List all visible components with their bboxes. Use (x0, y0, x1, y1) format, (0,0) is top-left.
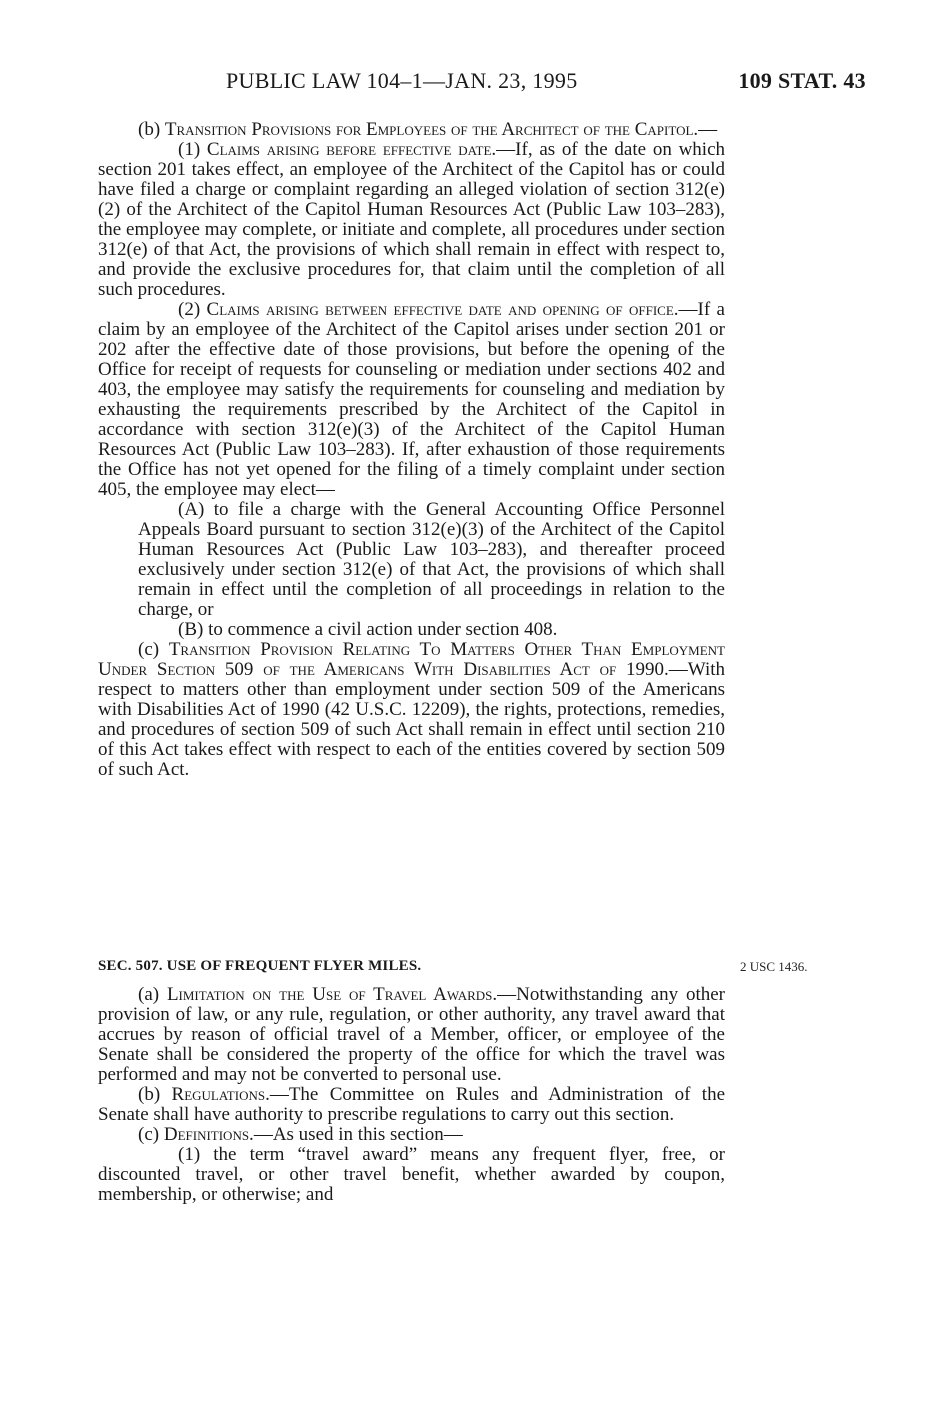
section-507-body (98, 985, 725, 1205)
usc-margin-note: 2 USC 1436. (740, 959, 808, 974)
subparagraph-a: (A) to file a charge with the General Accounting Office Personnel Appeals Board pursuant to section 312(e)(3) of the Architect of the Capitol Human Resources Act (Public Law 103–283), and thereafter proceed exclusively under section 312(e) of that Act, the provisions of which shall remain in effect until the completion of all proceedings in relation to the charge, or (138, 499, 725, 620)
running-header (0, 68, 944, 98)
section-507-b: (b) Regulations.—The Committee on Rules and Administration of the Senate shall have authority to prescribe regulations to carry out this section. (98, 1084, 725, 1125)
subsection-c: (c) Transition Provision Relating To Matters Other Than Employment Under Section 509 of the Americans With Disabilities Act of 1990.—With respect to matters other than employment under section 509 of the Americans with Disabilities Act of 1990 (42 U.S.C. 12209), the rights, protections, remedies, and procedures of section 509 of such Act shall remain in effect until section 210 of this Act takes effect with respect to each of the entities covered by section 509 of such Act. (98, 639, 725, 780)
header-title: PUBLIC LAW 104–1—JAN. 23, 1995 (226, 68, 578, 93)
paragraph-2: (2) Claims arising between effective date and opening of office.—If a claim by an employee of the Architect of the Capitol arises under section 201 or 202 after the effective date of those provisions, but before the opening of the Office for receipt of requests for counseling or mediation under sections 402 and 403, the employee may satisfy the requirements for counseling and mediation by exhausting the requirements prescribed by the Architect of the Capitol in accordance with section 312(e)(3) of the Architect of the Capitol Human Resources Act (Public Law 103–283). If, after exhaustion of those requirements the Office has not yet opened for the filing of a timely complaint under section 405, the employee may elect— (98, 299, 725, 500)
subparagraph-b: (B) to commence a civil action under section 408. (178, 619, 558, 640)
section-507-a: (a) Limitation on the Use of Travel Awards.—Notwithstanding any other provision of law, or any rule, regulation, or other authority, any travel award that accrues by reason of official travel of a Member, officer, or employee of the Senate shall be considered the property of the office for which the travel was performed and may not be converted to personal use. (98, 984, 725, 1085)
section-507-heading: SEC. 507. USE OF FREQUENT FLYER MILES. (98, 958, 422, 974)
section-507-c: (c) Definitions.—As used in this section— (138, 1124, 463, 1145)
section-506-continued (98, 120, 725, 780)
paragraph-1: (1) Claims arising before effective date.—If, as of the date on which section 201 takes effect, an employee of the Architect of the Capitol has or could have filed a charge or complaint regarding an alleged violation of section 312(e)(2) of the Architect of the Capitol Human Resources Act (Public Law 103–283), the employee may complete, or initiate and complete, all procedures under section 312(e) of that Act, the provisions of which shall remain in effect with respect to, and provide the exclusive procedures for, that claim until the completion of all such procedures. (98, 139, 726, 300)
section-507-c1: (1) the term “travel award” means any frequent flyer, free, or discounted travel, or other travel benefit, whether awarded by coupon, membership, or otherwise; and (98, 1144, 725, 1205)
page-number: 109 STAT. 43 (738, 68, 866, 93)
subsection-b-heading: (b) Transition Provisions for Employees of the Architect of the Capitol.— (138, 119, 718, 140)
